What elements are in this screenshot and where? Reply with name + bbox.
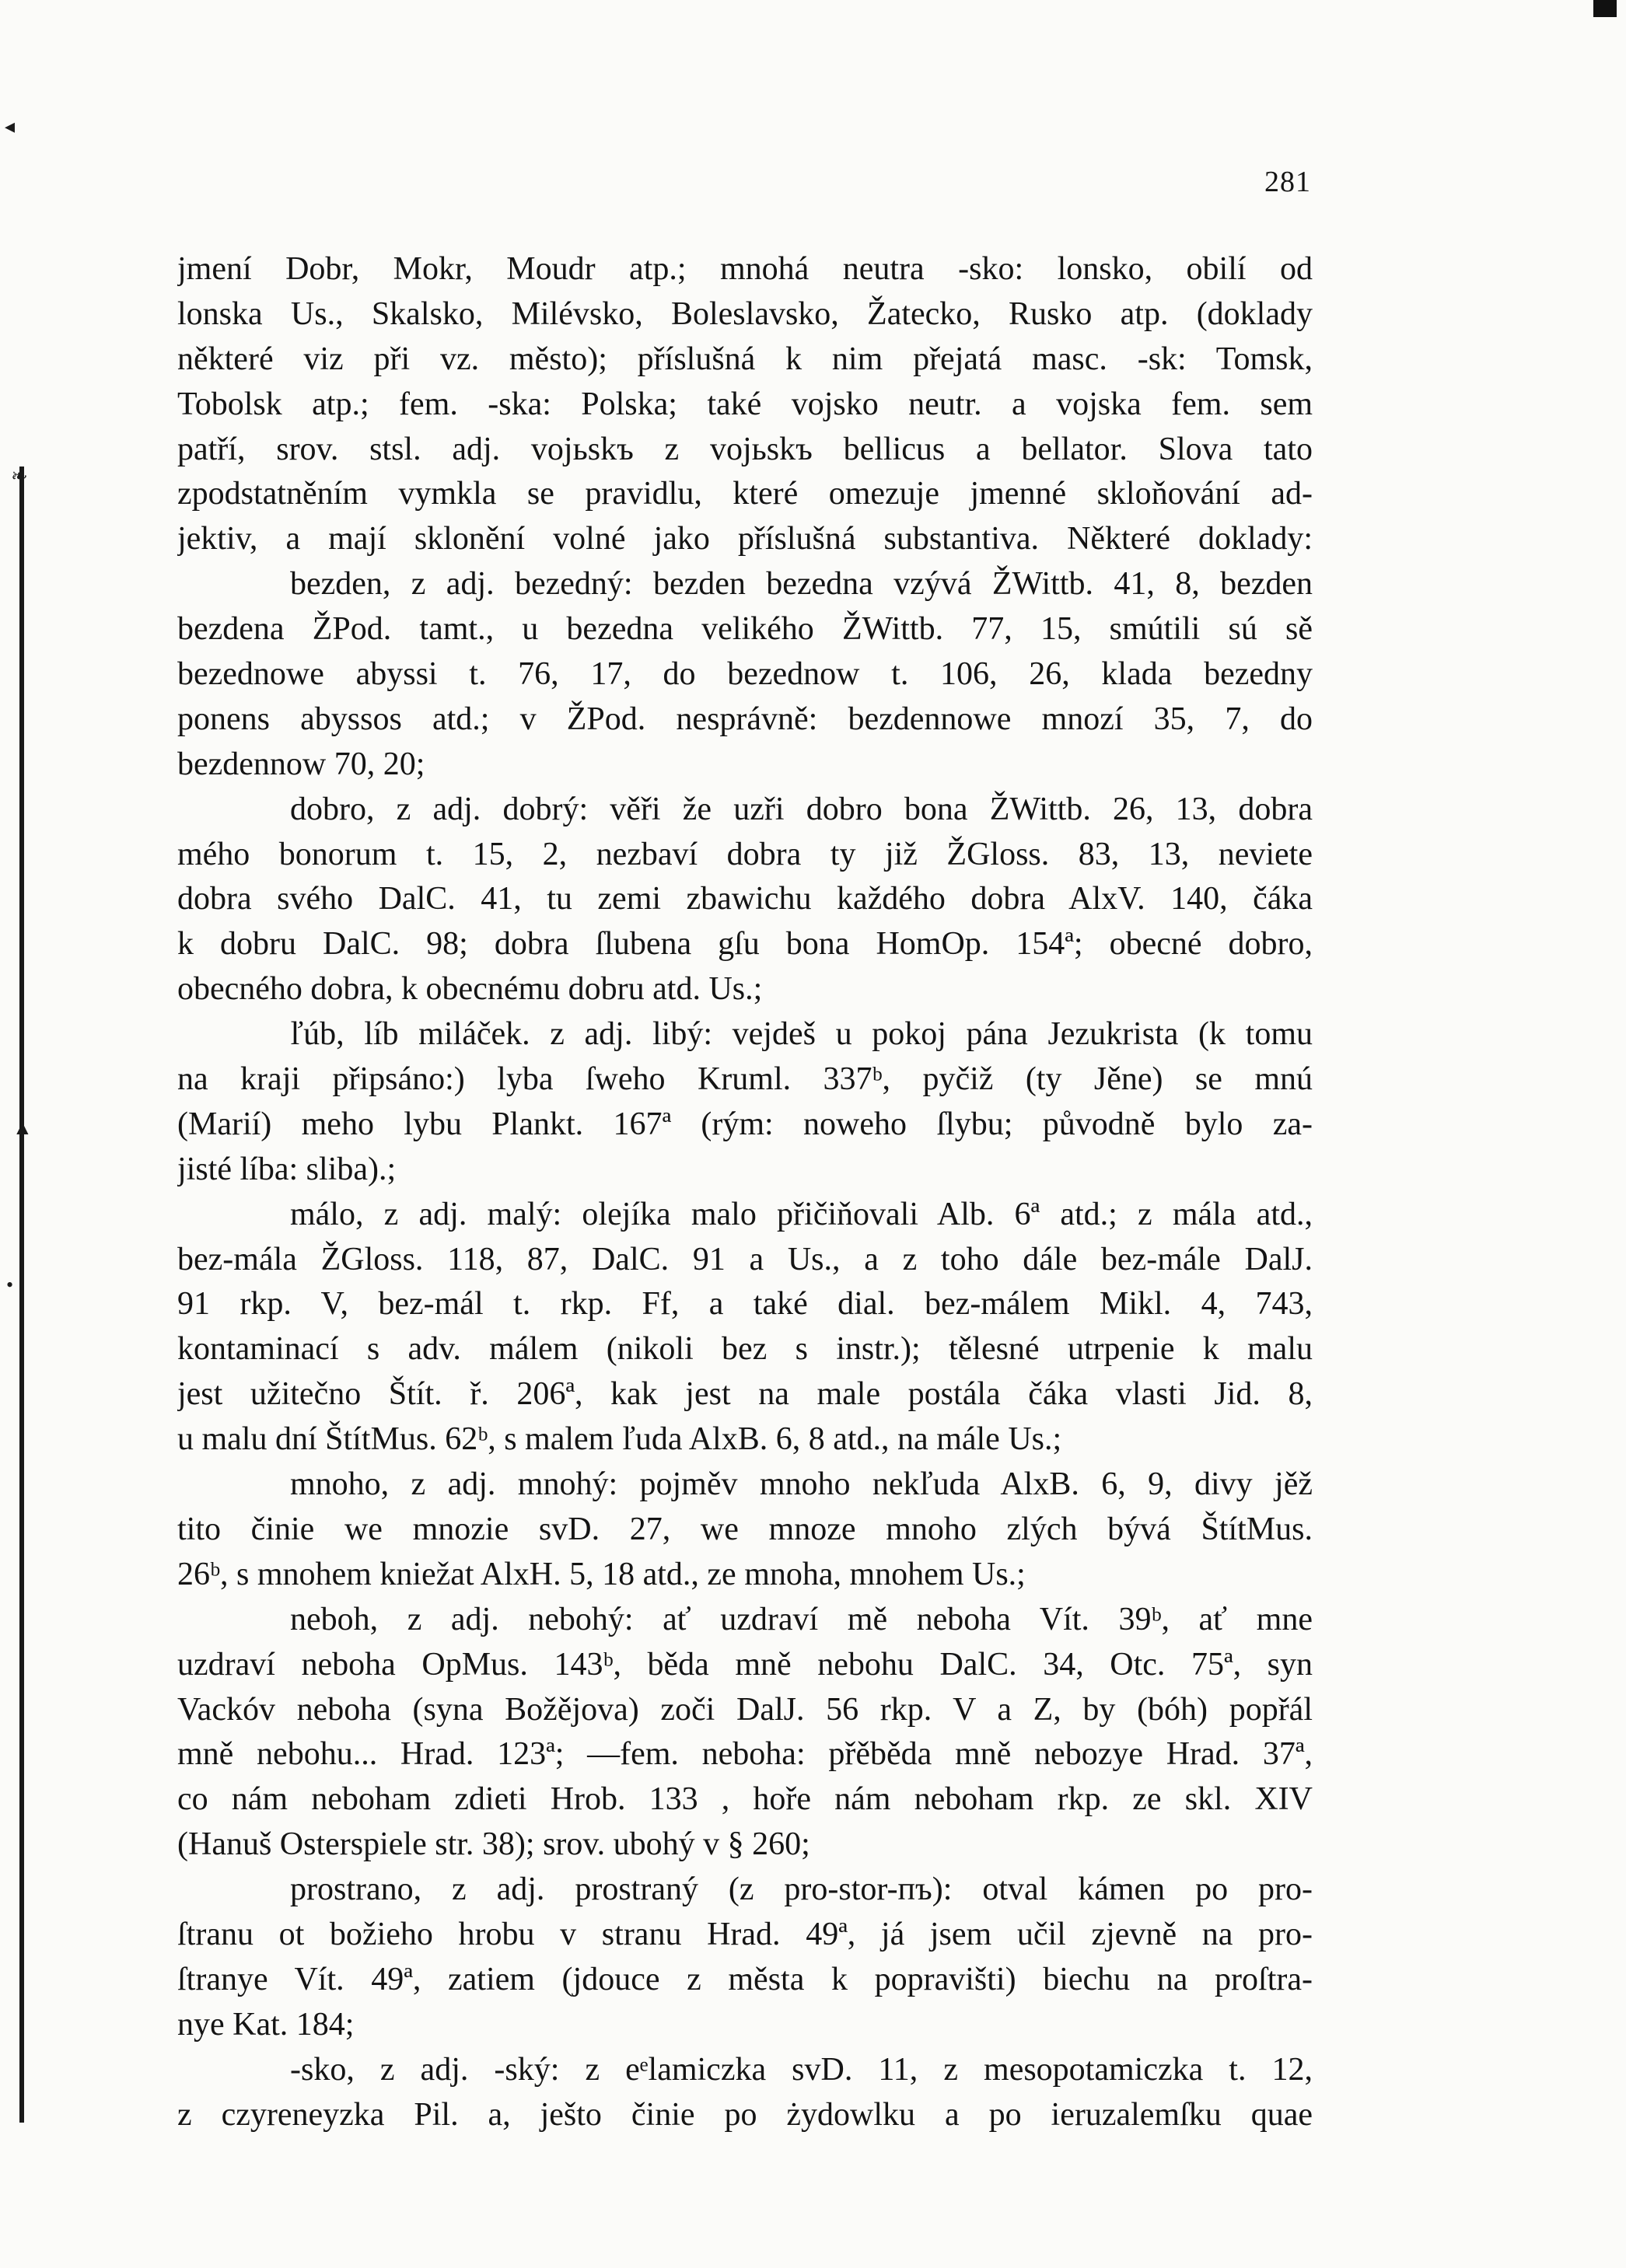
text-line: bezednowe abyssi t. 76, 17, do bezednow t. 106, 26, klada bezedny bbox=[177, 656, 1313, 693]
text-line: ľúb, líb miláček. z adj. libý: vejdeš u pokoj pána Jezukrista (k tomu bbox=[290, 1016, 1313, 1053]
text-line: dobro, z adj. dobrý: věři že uzři dobro bona ŽWittb. 26, 13, dobra bbox=[290, 791, 1313, 827]
text-line: (Hanuš Osterspiele str. 38); srov. ubohý v § 260; bbox=[177, 1826, 810, 1863]
text-line: jmení Dobr, Mokr, Moudr atp.; mnohá neutra -sko: lonsko, obilí od bbox=[177, 251, 1313, 287]
text-line: tito činie we mnozie svD. 27, we mnoze mnoho zlých bývá ŠtítMus. bbox=[177, 1511, 1313, 1547]
text-line: bezden, z adj. bezedný: bezden bezedna vzývá ŽWittb. 41, 8, bezden bbox=[290, 566, 1313, 603]
text-line: z czyreneyzka Pil. a, ješto činie po żydowlku a po ieruzalemſku quae bbox=[177, 2096, 1313, 2133]
text-line: mého bonorum t. 15, 2, nezbaví dobra ty již ŽGloss. 83, 13, neviete bbox=[177, 836, 1313, 872]
margin-arrow-mark: ▲ bbox=[12, 1117, 33, 1139]
margin-dot-mark: • bbox=[6, 1274, 14, 1296]
text-line: jektiv, a mají sklonění volné jako příslušná substantiva. Některé doklady: bbox=[177, 521, 1313, 557]
text-line: -sko, z adj. -ský: z eᵉlamiczka svD. 11, z mesopotamiczka t. 12, bbox=[290, 2051, 1313, 2088]
text-line: Vackóv neboha (syna Božějova) zoči DalJ. 56 rkp. V a Z, by (bóh) popřál bbox=[177, 1691, 1313, 1728]
text-line: ſtranye Vít. 49ª, zatiem (jdouce z města k popravišti) biechu na proſtra- bbox=[177, 1961, 1313, 1997]
text-line: zpodstatněním vymkla se pravidlu, které omezuje jmenné skloňování ad- bbox=[177, 476, 1313, 512]
text-line: na kraji připsáno:) lyba ſweho Kruml. 337ᵇ, pyčiž (ty Jěne) se mnú bbox=[177, 1061, 1313, 1098]
text-line: obecného dobra, k obecnému dobru atd. Us.; bbox=[177, 971, 763, 1008]
text-line: neboh, z adj. nebohý: ať uzdraví mě neboha Vít. 39ᵇ, ať mne bbox=[290, 1601, 1313, 1637]
text-line: patří, srov. stsl. adj. vojьskъ z vojьskъ bellicus a bellator. Slova tato bbox=[177, 431, 1313, 467]
margin-ornament-mark: ❧ bbox=[11, 465, 28, 487]
scan-edge-mark bbox=[1593, 0, 1617, 17]
text-line: málo, z adj. malý: olejíka malo přičiňovali Alb. 6ª atd.; z mála atd., bbox=[290, 1196, 1313, 1232]
binding-margin-line bbox=[19, 467, 24, 2123]
page-number: 281 bbox=[1264, 166, 1311, 198]
text-line: Tobolsk atp.; fem. -ska: Polska; také vojsko neutr. a vojska fem. sem bbox=[177, 386, 1313, 422]
text-line: jisté líba: sliba).; bbox=[177, 1151, 397, 1187]
text-line: u malu dní ŠtítMus. 62ᵇ, s malem ľuda AlxB. 6, 8 atd., na mále Us.; bbox=[177, 1421, 1062, 1458]
margin-arrow-mark: ◂ bbox=[5, 115, 16, 138]
text-line: prostrano, z adj. prostraný (z pro-stor-пъ): otval kámen po pro- bbox=[290, 1871, 1313, 1908]
text-line: bez-mála ŽGloss. 118, 87, DalC. 91 a Us., a z toho dále bez-mále DalJ. bbox=[177, 1241, 1313, 1277]
text-line: mnoho, z adj. mnohý: pojměv mnoho nekľuda AlxB. 6, 9, divy jěž bbox=[290, 1466, 1313, 1503]
text-line: lonska Us., Skalsko, Milévsko, Boleslavsko, Žatecko, Rusko atp. (doklady bbox=[177, 295, 1313, 332]
body-text bbox=[177, 247, 1313, 2137]
text-line: ponens abyssos atd.; v ŽPod. nesprávně: bezdennowe mnozí 35, 7, do bbox=[177, 701, 1313, 737]
text-line: uzdraví neboha OpMus. 143ᵇ, běda mně nebohu DalC. 34, Otc. 75ª, syn bbox=[177, 1646, 1313, 1683]
text-line: nye Kat. 184; bbox=[177, 2006, 355, 2043]
text-line: 26ᵇ, s mnohem kniežat AlxH. 5, 18 atd., ze mnoha, mnohem Us.; bbox=[177, 1556, 1026, 1592]
text-line: bezdennow 70, 20; bbox=[177, 746, 425, 782]
text-line: (Marií) meho lybu Plankt. 167ª (rým: noweho ſlybu; původně bylo za- bbox=[177, 1106, 1313, 1142]
text-line: jest užitečno Štít. ř. 206ª, kak jest na male postála čáka vlasti Jid. 8, bbox=[177, 1376, 1313, 1413]
text-line: bezdena ŽPod. tamt., u bezedna velikého ŽWittb. 77, 15, smútili sú sě bbox=[177, 611, 1313, 648]
text-line: dobra svého DalC. 41, tu zemi zbawichu každého dobra AlxV. 140, čáka bbox=[177, 881, 1313, 917]
text-line: některé viz při vz. město); příslušná k nim přejatá masc. -sk: Tomsk, bbox=[177, 341, 1313, 377]
text-line: kontaminací s adv. málem (nikoli bez s instr.); tělesné utrpenie k malu bbox=[177, 1331, 1313, 1368]
text-line: k dobru DalC. 98; dobra ſlubena gſu bona HomOp. 154ª; obecné dobro, bbox=[177, 926, 1313, 963]
text-line: ſtranu ot božieho hrobu v stranu Hrad. 49ª, já jsem učil zjevně na pro- bbox=[177, 1916, 1313, 1952]
text-line: mně nebohu... Hrad. 123ª; —fem. neboha: přěběda mně nebozye Hrad. 37ª, bbox=[177, 1736, 1313, 1773]
text-line: co nám neboham zdieti Hrob. 133 , hoře nám neboham rkp. ze skl. XIV bbox=[177, 1781, 1313, 1818]
text-line: 91 rkp. V, bez-mál t. rkp. Ff, a také dial. bez-málem Mikl. 4, 743, bbox=[177, 1286, 1313, 1323]
